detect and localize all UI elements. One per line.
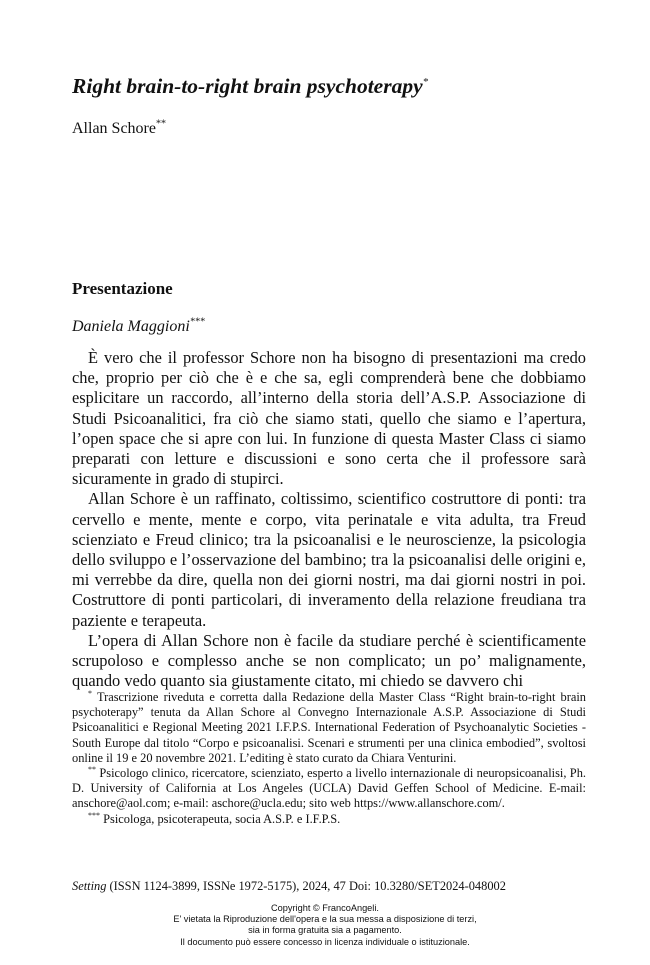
section-author-name: Daniela Maggioni <box>72 318 190 335</box>
footnote-2 <box>72 766 586 812</box>
footnotes <box>72 690 586 827</box>
section-author-footnote-mark[interactable]: *** <box>189 316 205 328</box>
section-author <box>72 316 205 338</box>
footnote-3-text: Psicologa, psicoterapeuta, socia A.S.P. e I.F.P.S. <box>103 811 341 826</box>
section-heading: Presentazione <box>72 279 173 298</box>
footnote-1-text: Trascrizione riveduta e corretta dalla Redazione della Master Class “Right brain-to-right brain psychoterapy” tenuta da Allan Schore al Convegno Internazionale A.S.P. Associazione di Studi Psicoanalitici e Regional Meeting 2021 I.F.P.S. International Federation of Psychoanalytic Societies - South Europe dal titolo “Corpo e psicoanalisi. Scenari e strumenti per una clinica embodied”, svoltosi online il 19 e 20 novembre 2021. L’editing è stato curato da Chiara Venturini. <box>72 690 586 765</box>
footnote-2-mark: ** <box>88 764 96 774</box>
article-author-name: Allan Schore <box>72 120 156 137</box>
body-paragraph-2: Allan Schore è un raffinato, coltissimo, scientifico costruttore di ponti: tra cervello e mente, mente e corpo, vita perinatale e vita adulta, tra Freud scienziato e Freud clinico; tra la psicoanalisi e le neuroscienze, la psicologia dello sviluppo e l’osservazione del bambino; tra la psicoanalisi delle origini e, mi verrebbe da dire, quella non dei giorni nostri, ma dai giorni nostri in poi. Costruttore di ponti particolari, di inveramento della relazione freudiana tra paziente e terapeuta. <box>72 489 586 630</box>
copyright-notice <box>0 903 650 948</box>
copyright-line-1: Copyright © FrancoAngeli. <box>271 903 379 913</box>
body-text <box>72 348 586 691</box>
author-footnote-mark[interactable]: ** <box>155 118 166 130</box>
copyright-line-2: E' vietata la Riproduzione dell'opera e la sua messa a disposizione di terzi, <box>173 914 477 925</box>
copyright-line-3: sia in forma gratuita sia a pagamento. <box>248 925 402 936</box>
article-title-text: Right brain-to-right brain psychoterapy <box>72 74 423 98</box>
footnote-3 <box>72 812 586 827</box>
title-footnote-mark[interactable]: * <box>422 75 429 88</box>
footnote-1-mark: * <box>88 688 92 698</box>
body-paragraph-3: L’opera di Allan Schore non è facile da studiare perché è scientificamente scrupoloso e complesso anche se non complicato; un po’ malignamente, quando vedo quanto sia giustamente citato, mi chiedo se davvero chi <box>72 630 586 691</box>
footnote-1 <box>72 690 586 766</box>
journal-details: (ISSN 1124-3899, ISSNe 1972-5175), 2024, 47 Doi: 10.3280/SET2024-048002 <box>109 879 506 893</box>
journal-name: Setting <box>72 879 107 893</box>
body-paragraph-1: È vero che il professor Schore non ha bisogno di presentazioni ma credo che, proprio per ciò che è e che sa, egli comprenderà bene che dobbiamo esplicitare un raccordo, all’interno della storia dell’A.S.P. Associazione di Studi Psicoanalitici, fra ciò che siamo stati, quello che siamo e l’apertura, l’open space che si apre con lui. In funzione di questa Master Class ci siamo preparati con letture e discussioni e sono certa che il professore sarà sicuramente in grado di stupirci. <box>72 348 586 489</box>
footnote-3-mark: *** <box>88 810 100 820</box>
journal-citation <box>72 878 592 894</box>
copyright-line-4: Il documento può essere concesso in licenza individuale o istituzionale. <box>180 936 470 947</box>
footnote-2-text: Psicologo clinico, ricercatore, scienziato, esperto a livello internazionale di neuropsicoanalisi, Ph. D. University of California at Los Angeles (UCLA) David Geffen School of Medicine. E-mail: anschore@aol.com; e-mail: aschore@ucla.edu; sito web https://www.allanschore.com/. <box>72 766 586 811</box>
article-title <box>72 72 612 100</box>
article-author <box>72 118 166 140</box>
